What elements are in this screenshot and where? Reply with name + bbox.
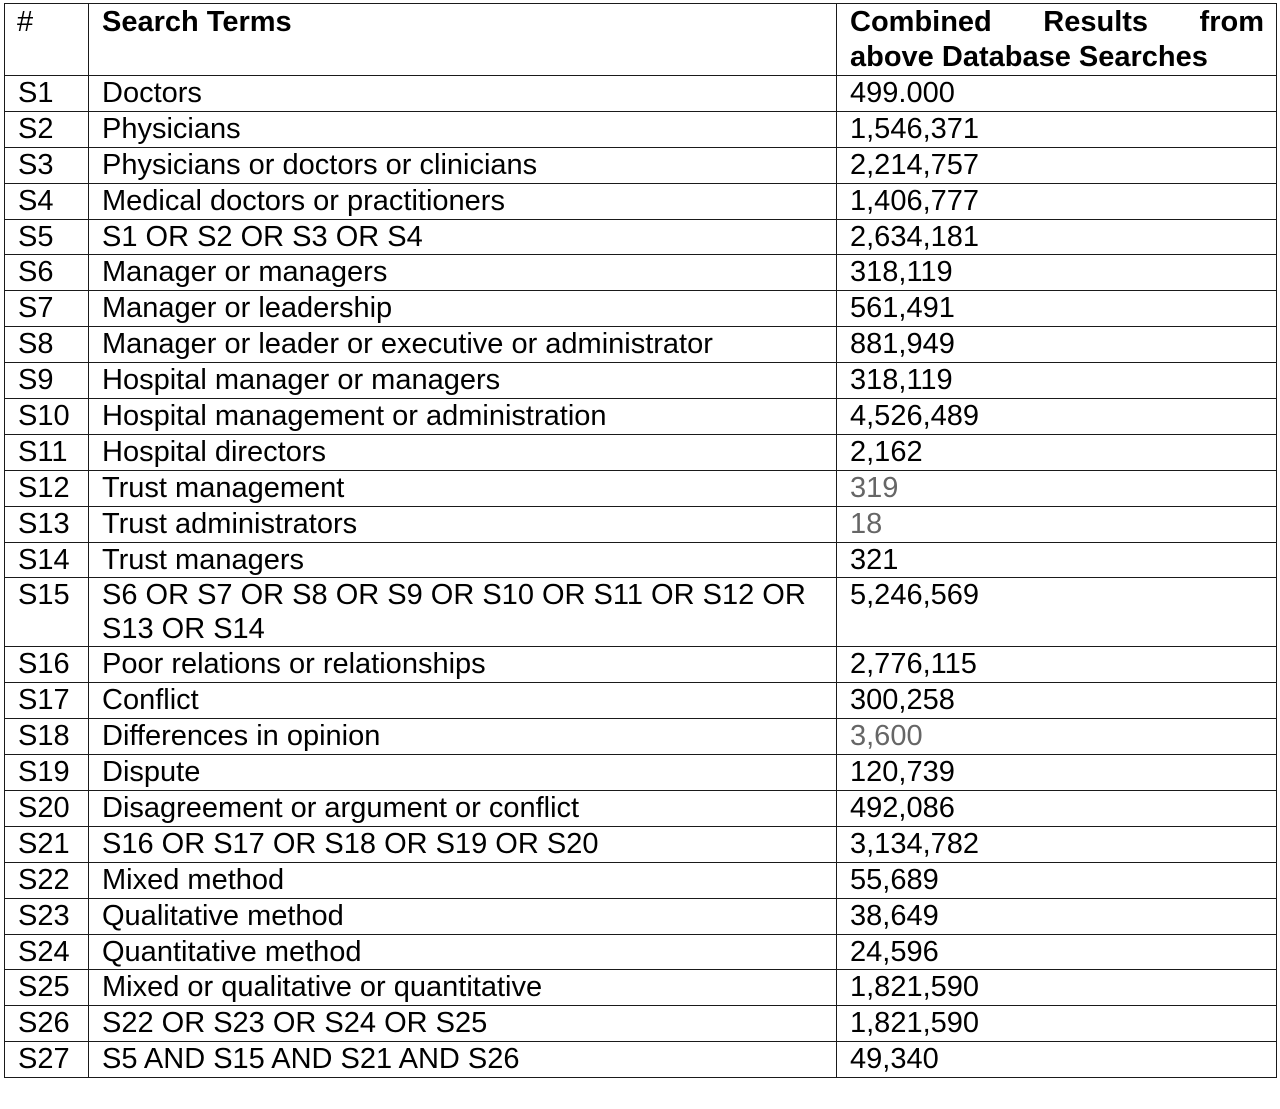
row-results: 2,162 [837, 434, 1277, 470]
row-results: 120,739 [837, 755, 1277, 791]
row-search-terms: Dispute [89, 755, 837, 791]
row-results: 18 [837, 506, 1277, 542]
row-search-terms: S16 OR S17 OR S18 OR S19 OR S20 [89, 826, 837, 862]
table-row [5, 934, 1277, 970]
table-row [5, 898, 1277, 934]
table-row [5, 862, 1277, 898]
row-id: S8 [5, 327, 89, 363]
row-search-terms: Physicians or doctors or clinicians [89, 147, 837, 183]
row-id: S10 [5, 399, 89, 435]
row-id: S24 [5, 934, 89, 970]
row-search-terms: Trust management [89, 470, 837, 506]
table-row [5, 183, 1277, 219]
row-search-terms: Hospital directors [89, 434, 837, 470]
table-row [5, 578, 1277, 647]
row-results: 1,821,590 [837, 1006, 1277, 1042]
header-combined-line-2: above Database Searches [850, 41, 1208, 73]
table-row [5, 970, 1277, 1006]
row-results: 2,776,115 [837, 647, 1277, 683]
header-word: Results [1043, 6, 1149, 38]
row-id: S14 [5, 542, 89, 578]
table-row [5, 255, 1277, 291]
row-search-terms: Manager or leader or executive or administrator [89, 327, 837, 363]
row-search-terms: Manager or managers [89, 255, 837, 291]
row-search-terms: S1 OR S2 OR S3 OR S4 [89, 219, 837, 255]
row-results: 499.000 [837, 76, 1277, 112]
row-id: S13 [5, 506, 89, 542]
table-row [5, 470, 1277, 506]
row-search-terms: Mixed method [89, 862, 837, 898]
row-results: 300,258 [837, 683, 1277, 719]
table-body [5, 76, 1277, 1078]
row-id: S27 [5, 1042, 89, 1078]
table-row [5, 327, 1277, 363]
header-row [5, 4, 1277, 76]
row-search-terms: Poor relations or relationships [89, 647, 837, 683]
table-row [5, 111, 1277, 147]
row-search-terms: Manager or leadership [89, 291, 837, 327]
row-id: S22 [5, 862, 89, 898]
table-row [5, 434, 1277, 470]
row-results: 2,634,181 [837, 219, 1277, 255]
row-id: S15 [5, 578, 89, 647]
row-search-terms: Mixed or qualitative or quantitative [89, 970, 837, 1006]
row-results: 24,596 [837, 934, 1277, 970]
row-search-terms: S22 OR S23 OR S24 OR S25 [89, 1006, 837, 1042]
row-results: 3,600 [837, 719, 1277, 755]
row-results: 881,949 [837, 327, 1277, 363]
row-results: 492,086 [837, 791, 1277, 827]
row-search-terms: Doctors [89, 76, 837, 112]
row-id: S18 [5, 719, 89, 755]
row-id: S5 [5, 219, 89, 255]
table-row [5, 791, 1277, 827]
row-results: 318,119 [837, 255, 1277, 291]
row-results: 2,214,757 [837, 147, 1277, 183]
search-terms-table [4, 3, 1277, 1078]
row-results: 38,649 [837, 898, 1277, 934]
row-search-terms: Medical doctors or practitioners [89, 183, 837, 219]
row-results: 4,526,489 [837, 399, 1277, 435]
row-search-terms: Trust managers [89, 542, 837, 578]
row-results: 3,134,782 [837, 826, 1277, 862]
row-search-terms: S5 AND S15 AND S21 AND S26 [89, 1042, 837, 1078]
header-combined-results [837, 4, 1277, 76]
row-search-terms: Trust administrators [89, 506, 837, 542]
row-results: 318,119 [837, 363, 1277, 399]
row-search-terms: Hospital manager or managers [89, 363, 837, 399]
row-results: 1,546,371 [837, 111, 1277, 147]
row-id: S17 [5, 683, 89, 719]
table-row [5, 399, 1277, 435]
table-row [5, 683, 1277, 719]
row-id: S6 [5, 255, 89, 291]
row-search-terms: Conflict [89, 683, 837, 719]
row-id: S19 [5, 755, 89, 791]
row-id: S3 [5, 147, 89, 183]
row-results: 55,689 [837, 862, 1277, 898]
table-header [5, 4, 1277, 76]
row-results: 5,246,569 [837, 578, 1277, 647]
table-row [5, 147, 1277, 183]
row-id: S4 [5, 183, 89, 219]
row-id: S20 [5, 791, 89, 827]
row-id: S16 [5, 647, 89, 683]
row-id: S7 [5, 291, 89, 327]
row-results: 321 [837, 542, 1277, 578]
row-id: S12 [5, 470, 89, 506]
row-results: 1,821,590 [837, 970, 1277, 1006]
table-row [5, 363, 1277, 399]
row-id: S26 [5, 1006, 89, 1042]
header-word: from [1199, 6, 1264, 38]
table-row [5, 755, 1277, 791]
row-results: 561,491 [837, 291, 1277, 327]
row-id: S11 [5, 434, 89, 470]
row-results: 49,340 [837, 1042, 1277, 1078]
row-id: S23 [5, 898, 89, 934]
row-search-terms: Physicians [89, 111, 837, 147]
table-row [5, 719, 1277, 755]
table-row [5, 826, 1277, 862]
row-results: 319 [837, 470, 1277, 506]
table-row [5, 1042, 1277, 1078]
row-search-terms: Disagreement or argument or conflict [89, 791, 837, 827]
header-number: # [5, 4, 89, 76]
row-search-terms: Differences in opinion [89, 719, 837, 755]
table-row [5, 506, 1277, 542]
row-id: S21 [5, 826, 89, 862]
header-word: Combined [850, 6, 992, 38]
table-row [5, 76, 1277, 112]
row-id: S9 [5, 363, 89, 399]
header-search-terms: Search Terms [89, 4, 837, 76]
row-id: S25 [5, 970, 89, 1006]
table-row [5, 1006, 1277, 1042]
table-row [5, 291, 1277, 327]
row-search-terms: Qualitative method [89, 898, 837, 934]
row-id: S1 [5, 76, 89, 112]
row-search-terms: S6 OR S7 OR S8 OR S9 OR S10 OR S11 OR S12 OR S13 OR S14 [89, 578, 837, 647]
table-row [5, 647, 1277, 683]
header-combined-line-1 [850, 5, 1264, 40]
row-search-terms: Quantitative method [89, 934, 837, 970]
row-id: S2 [5, 111, 89, 147]
table-row [5, 219, 1277, 255]
table-row [5, 542, 1277, 578]
row-search-terms: Hospital management or administration [89, 399, 837, 435]
row-results: 1,406,777 [837, 183, 1277, 219]
